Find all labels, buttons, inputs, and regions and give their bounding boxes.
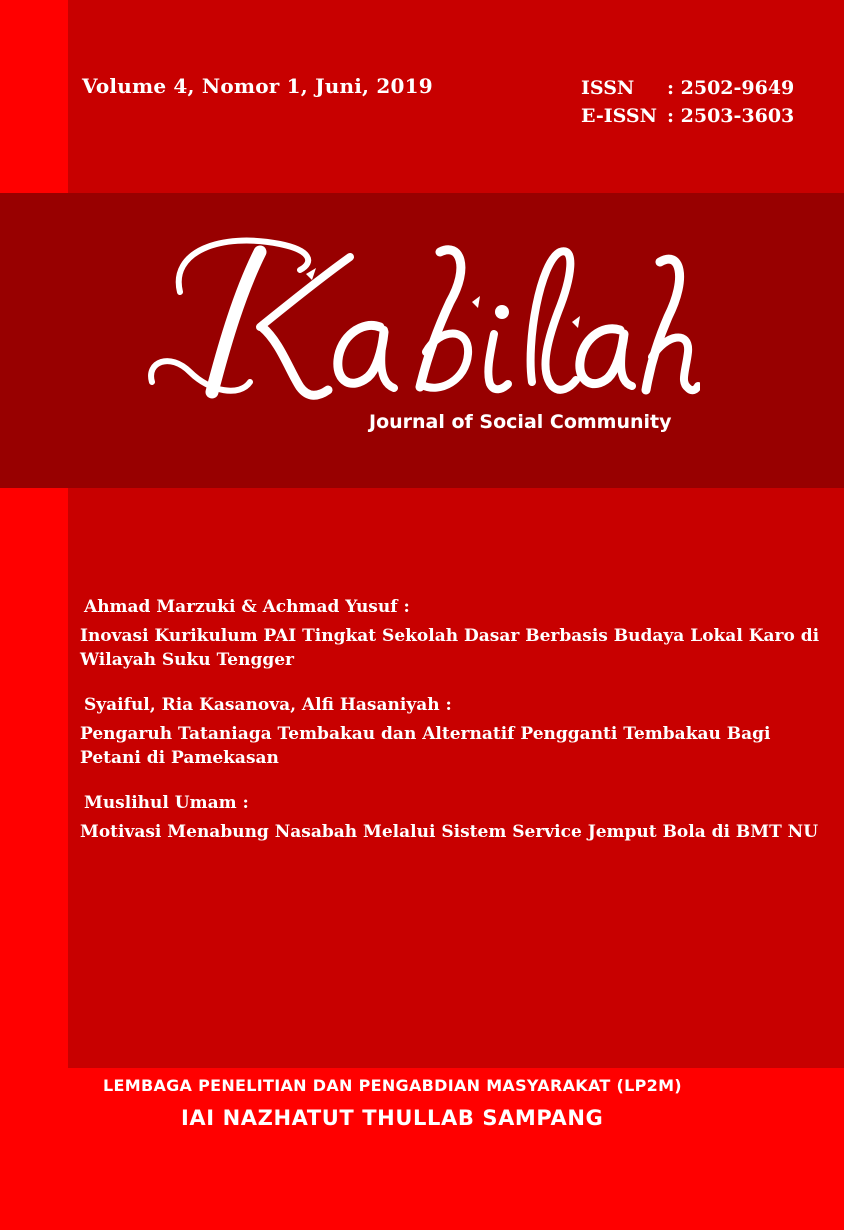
article-entry <box>80 694 820 770</box>
logo-i-dot <box>495 305 509 319</box>
logo-a2-tail <box>621 334 632 386</box>
table-of-contents <box>80 596 820 866</box>
logo-flourish-dot-b <box>472 296 480 308</box>
article-entry <box>80 596 820 672</box>
logo-h-ascender <box>646 259 680 390</box>
eissn-value: : 2503-3603 <box>667 105 795 127</box>
kabilah-logo <box>140 222 700 422</box>
eissn-row <box>581 102 794 130</box>
article-title: Motivasi Menabung Nasabah Melalui Sistem Service Jemput Bola di BMT NU <box>80 822 819 842</box>
logo-h-arch <box>652 337 698 390</box>
logo-i-stem <box>488 334 508 389</box>
issn-block <box>581 74 794 130</box>
article-authors: Muslihul Umam : <box>84 793 249 813</box>
journal-subtitle: Journal of Social Community <box>369 411 672 433</box>
logo-b-ascender <box>420 250 461 387</box>
left-accent-strip <box>0 0 68 1230</box>
volume-issue-date: Volume 4, Nomor 1, Juni, 2019 <box>82 74 433 98</box>
article-authors: Syaiful, Ria Kasanova, Alfi Hasaniyah : <box>84 695 452 715</box>
logo-flourish-dot-k <box>306 268 316 280</box>
main-panel <box>68 0 844 1068</box>
article-title: Inovasi Kurikulum PAI Tingkat Sekolah Dasar Berbasis Budaya Lokal Karo di Wilayah Suku Tengger <box>80 626 820 670</box>
logo-flourish-dot-l <box>572 316 580 328</box>
issn-print-row <box>581 74 794 102</box>
logo-l-loop <box>531 251 576 390</box>
article-title: Pengaruh Tataniaga Tembakau dan Alternatif Pengganti Tembakau Bagi Petani di Pamekasan <box>80 724 771 768</box>
logo-k-lower-leg <box>262 327 328 395</box>
logo-k-stem <box>212 252 260 392</box>
logo-a-bowl <box>338 325 384 383</box>
logo-k-lower-swash <box>151 361 250 391</box>
publisher-institute: LEMBAGA PENELITIAN DAN PENGABDIAN MASYARAKAT (LP2M) <box>103 1076 682 1095</box>
publisher-university: IAI NAZHATUT THULLAB SAMPANG <box>181 1106 604 1130</box>
article-authors: Ahmad Marzuki & Achmad Yusuf : <box>84 597 410 617</box>
eissn-label: E-ISSN <box>581 105 657 127</box>
issn-label: ISSN <box>581 77 635 99</box>
issn-value: : 2502-9649 <box>667 77 795 99</box>
article-entry <box>80 792 820 844</box>
